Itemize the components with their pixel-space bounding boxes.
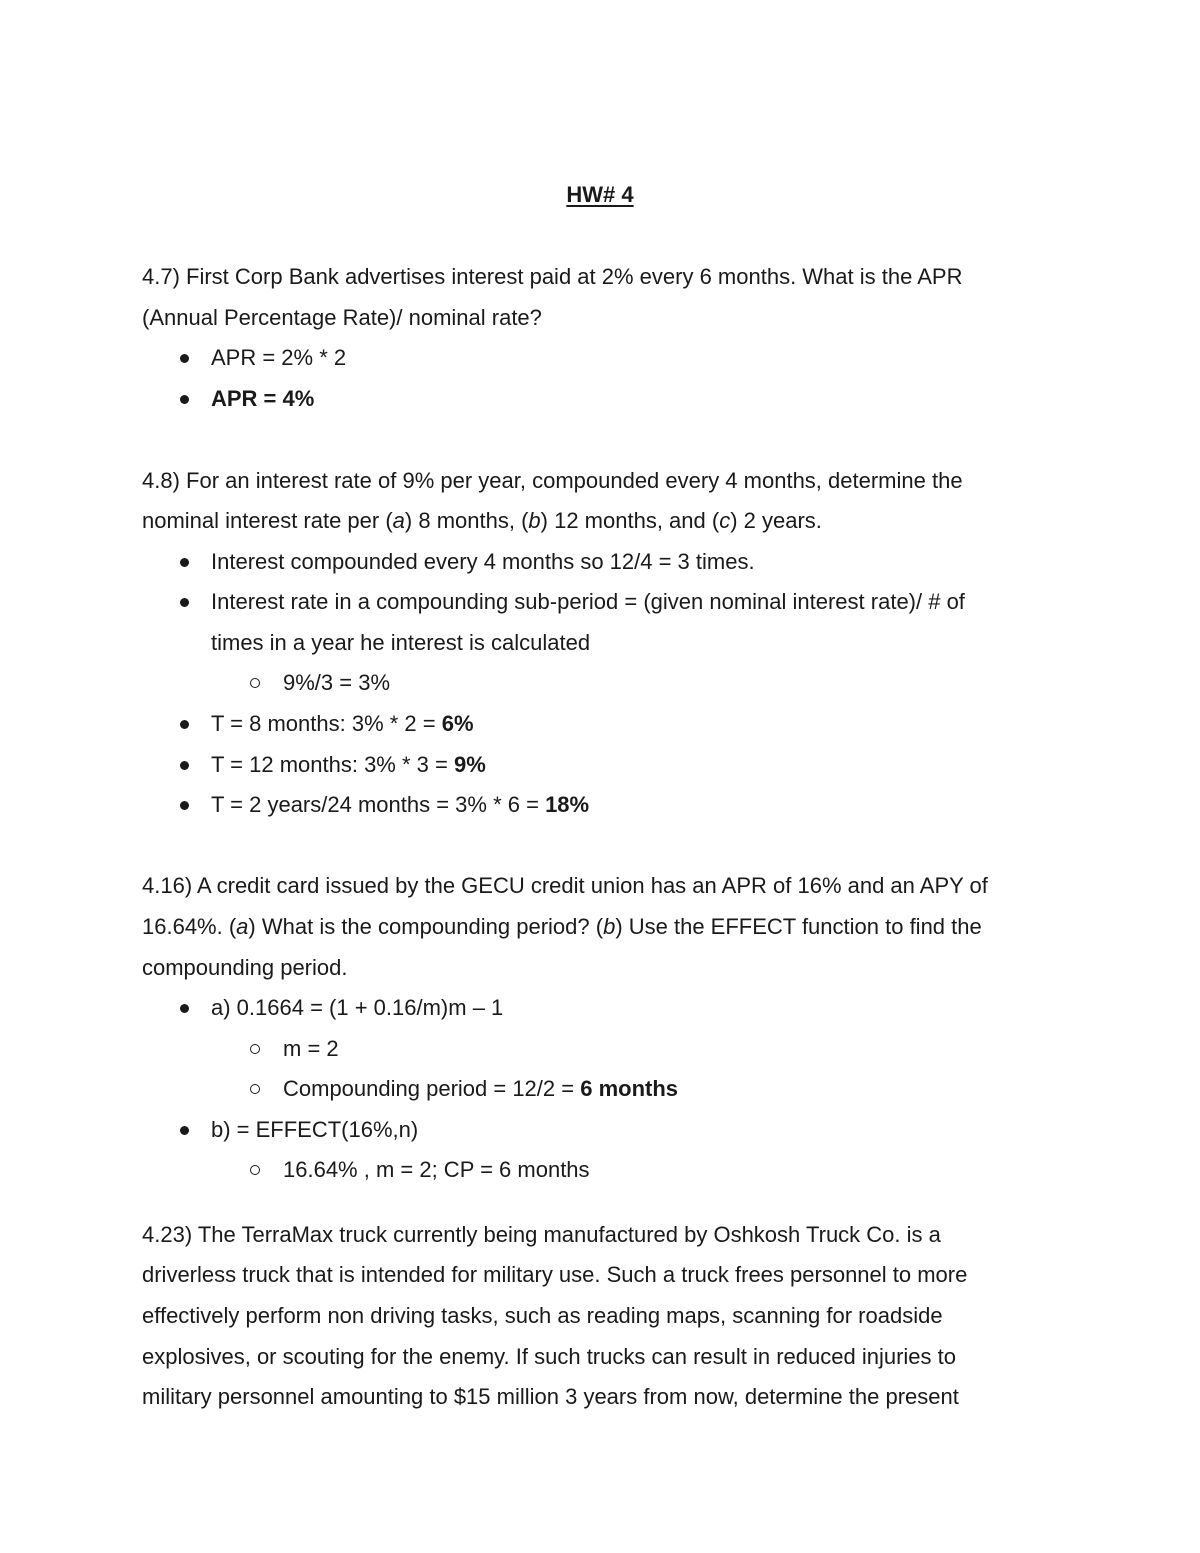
- q416-sub-bullet-2: Compounding period = 12/2 = 6 months: [283, 1076, 679, 1101]
- q48-bullet-4: T = 12 months: 3% * 3 = 9%: [211, 752, 486, 777]
- q416-text-line-3: compounding period.: [142, 955, 348, 980]
- sub-bullet-icon: [248, 1074, 262, 1104]
- bullet-icon: [178, 343, 190, 373]
- q48-bullet-1: Interest compounded every 4 months so 12/4 = 3 times.: [211, 549, 755, 574]
- page-title: HW# 4: [566, 182, 634, 207]
- bullet-icon: [178, 790, 190, 820]
- q47-text-line-1: 4.7) First Corp Bank advertises interest paid at 2% every 6 months. What is the APR: [142, 264, 963, 289]
- q48-text-line-2: nominal interest rate per (a) 8 months, (b) 12 months, and (c) 2 years.: [142, 508, 822, 533]
- q423-text-line-4: explosives, or scouting for the enemy. If such trucks can result in reduced injuries to: [142, 1344, 956, 1369]
- sub-bullet-icon: [248, 1034, 262, 1064]
- bullet-icon: [178, 750, 190, 780]
- bullet-icon: [178, 384, 190, 414]
- bullet-icon: [178, 1115, 190, 1145]
- bullet-icon: [178, 587, 190, 617]
- q48-bullet-3: T = 8 months: 3% * 2 = 6%: [211, 711, 474, 736]
- q416-text-line-2: 16.64%. (a) What is the compounding period? (b) Use the EFFECT function to find the: [142, 914, 982, 939]
- q48-sub-bullet-1: 9%/3 = 3%: [283, 670, 391, 695]
- q416-bullet-1: a) 0.1664 = (1 + 0.16/m)m – 1: [211, 995, 504, 1020]
- q48-bullet-2-line-2: times in a year he interest is calculated: [211, 630, 591, 655]
- q47-text-line-2: (Annual Percentage Rate)/ nominal rate?: [142, 305, 542, 330]
- sub-bullet-icon: [248, 1155, 262, 1185]
- q47-answer: APR = 4%: [211, 386, 315, 411]
- bullet-icon: [178, 993, 190, 1023]
- q48-text-line-1: 4.8) For an interest rate of 9% per year, compounded every 4 months, determine the: [142, 468, 963, 493]
- q48-bullet-2-line-1: Interest rate in a compounding sub-period = (given nominal interest rate)/ # of: [211, 589, 965, 614]
- q423-text-line-1: 4.23) The TerraMax truck currently being manufactured by Oshkosh Truck Co. is a: [142, 1222, 941, 1247]
- q423-text-line-3: effectively perform non driving tasks, such as reading maps, scanning for roadside: [142, 1303, 943, 1328]
- q416-text-line-1: 4.16) A credit card issued by the GECU credit union has an APR of 16% and an APY of: [142, 873, 988, 898]
- sub-bullet-icon: [248, 668, 262, 698]
- q423-text-line-5: military personnel amounting to $15 million 3 years from now, determine the present: [142, 1384, 959, 1409]
- q416-sub-bullet-1: m = 2: [283, 1036, 339, 1061]
- bullet-icon: [178, 547, 190, 577]
- q48-bullet-5: T = 2 years/24 months = 3% * 6 = 18%: [211, 792, 590, 817]
- bullet-icon: [178, 709, 190, 739]
- q423-text-line-2: driverless truck that is intended for military use. Such a truck frees personnel to more: [142, 1262, 968, 1287]
- q416-bullet-2: b) = EFFECT(16%,n): [211, 1117, 419, 1142]
- q47-bullet-1: APR = 2% * 2: [211, 345, 347, 370]
- q416-sub-bullet-3: 16.64% , m = 2; CP = 6 months: [283, 1157, 590, 1182]
